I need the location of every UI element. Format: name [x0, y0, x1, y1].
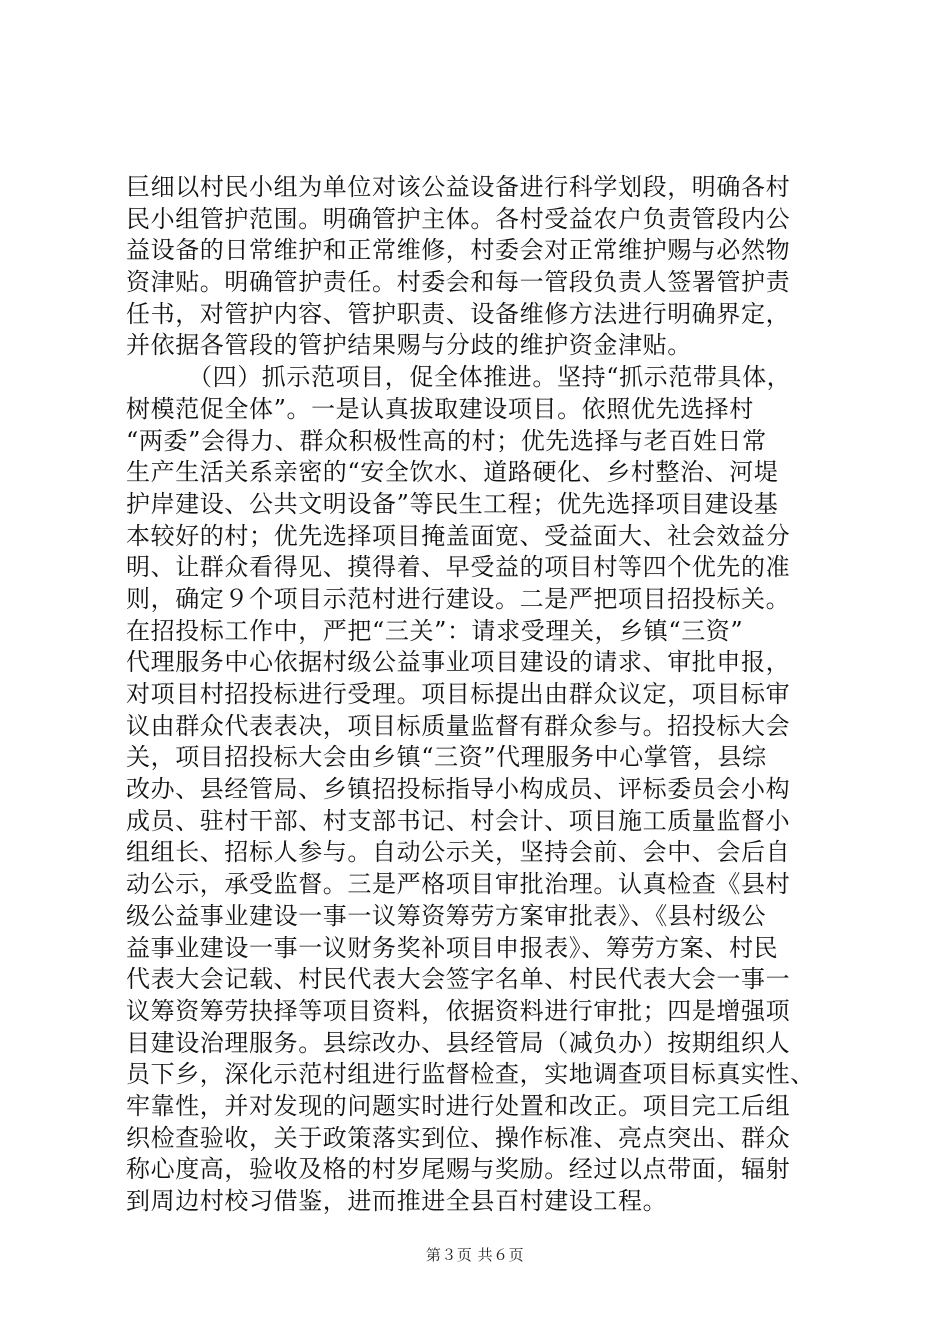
- section-heading-line: （四）抓示范项目，促全体推进。坚持“抓示范带具体，: [188, 363, 792, 392]
- text-line: 对项目村招投标进行受理。项目标提出由群众议定，项目标审: [126, 680, 791, 708]
- text-line: 员下乡，深化示范村组进行监督检查，实地调查项目标真实性、: [126, 1060, 815, 1089]
- text-line: 代理服务中心依据村级公益事业项目建设的请求、审批申报，: [126, 648, 791, 677]
- text-line: 民小组管护范围。明确管护主体。各村受益农户负责管段内公: [126, 204, 791, 233]
- text-line: 树模范促全体”。一是认真拔取建设项目。依照优先选择村: [126, 394, 754, 423]
- text-line: “两委”会得力、群众积极性高的村；优先选择与老百姓日常: [126, 426, 767, 455]
- text-line: 到周边村校习借鉴，进而推进全县百村建设工程。: [126, 1187, 668, 1215]
- text-line: 目建设治理服务。县综改办、县经管局（减负办）按期组织人: [126, 1028, 791, 1057]
- text-line: 级公益事业建设一事一议筹资筹劳方案审批表》、《县村级公: [126, 901, 767, 930]
- text-line: 改办、县经管局、乡镇招投标指导小构成员、评标委员会小构: [126, 775, 791, 804]
- text-line: 称心度高，验收及格的村岁尾赐与奖励。经过以点带面，辐射: [126, 1155, 791, 1184]
- text-line: 在招投标工作中，严把“三关”：请求受理关，乡镇“三资”: [126, 616, 744, 645]
- text-line: 议由群众代表表决，项目标质量监督有群众参与。招投标大会: [126, 711, 791, 740]
- body-text: [126, 172, 846, 1218]
- text-line: 益设备的日常维护和正常维修，村委会对正常维护赐与必然物: [126, 236, 791, 265]
- text-line: 组组长、招标人参与。自动公示关，坚持会前、会中、会后自: [126, 838, 791, 867]
- text-line: 成员、驻村干部、村支部书记、村会计、项目施工质量监督小: [126, 806, 791, 835]
- text-line: 并依据各管段的管护结果赐与分歧的维护资金津贴。: [126, 331, 692, 360]
- text-line: 议筹资筹劳抉择等项目资料，依据资料进行审批；四是增强项: [126, 996, 791, 1025]
- text-line: 牢靠性，并对发现的问题实时进行处置和改正。项目完工后组: [126, 1091, 791, 1120]
- text-line: 明、让群众看得见、摸得着、早受益的项目村等四个优先的准: [126, 553, 791, 582]
- page-number-footer: 第３页 共６页: [425, 1246, 525, 1264]
- text-line: 巨细以村民小组为单位对该公益设备进行科学划段，明确各村: [126, 173, 791, 201]
- text-line: 护岸建设、公共文明设备”等民生工程；优先选择项目建设基: [126, 489, 779, 518]
- text-line: 生产生活关系亲密的“安全饮水、道路硬化、乡村整治、河堤: [126, 458, 779, 487]
- text-line: 本较好的村；优先选择项目掩盖面宽、受益面大、社会效益分: [126, 521, 791, 550]
- text-line: 代表大会记载、村民代表大会签字名单、村民代表大会一事一: [126, 965, 791, 994]
- text-line: 任书，对管护内容、管护职责、设备维修方法进行明确界定，: [126, 299, 791, 328]
- text-line: 织检查验收，关于政策落实到位、操作标准、亮点突出、群众: [126, 1123, 791, 1152]
- text-line: 关，项目招投标大会由乡镇“三资”代理服务中心掌管，县综: [126, 743, 767, 772]
- text-line: 益事业建设一事一议财务奖补项目申报表》、筹劳方案、村民: [126, 933, 779, 962]
- text-line: 则，确定９个项目示范村进行建设。二是严把项目招投标关。: [126, 584, 791, 613]
- text-line: 动公示，承受监督。三是严格项目审批治理。认真检查《县村: [126, 870, 791, 899]
- text-line: 资津贴。明确管护责任。村委会和每一管段负责人签署管护责: [126, 268, 791, 297]
